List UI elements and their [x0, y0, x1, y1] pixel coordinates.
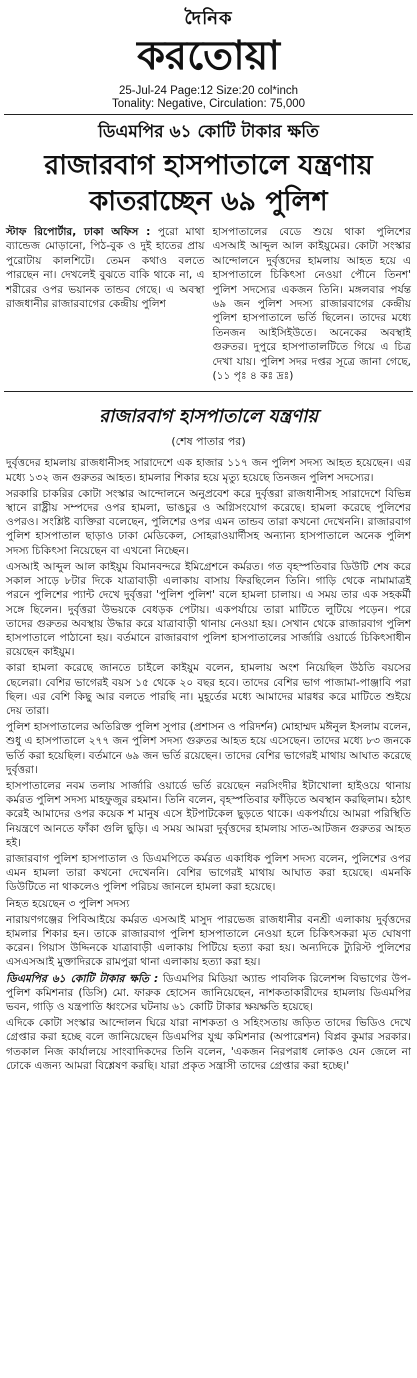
divider: [4, 114, 413, 115]
clipping-tonality-circulation: Tonality: Negative, Circulation: 75,000: [111, 98, 306, 110]
subheading: নিহত হয়েছেন ৩ পুলিশ সদস্য: [6, 897, 130, 910]
continuation-title: রাজারবাগ হাসপাতালে যন্ত্রণায়: [99, 406, 318, 428]
paragraph: রাজারবাগ পুলিশ হাসপাতাল ও ডিএমপিতে কর্মরত একাধিক পুলিশ সদস্য বলেন, পুলিশের ওপর এমন হামলা তারা কখনো দেখেননি। বেশির ভাগেরই মাথায় আঘাত করা হয়েছে। এমনকি ডিউটিতে না থাকলেও পুলিশ পরিচয় জানলে হামলা করা হয়েছে।: [6, 852, 411, 894]
article-kicker: ডিএমপির ৬১ কোটি টাকার ক্ষতি: [98, 122, 319, 142]
clipping-meta: [0, 85, 417, 111]
paragraph: পুলিশ হাসপাতালের অতিরিক্ত পুলিশ সুপার (প্রশাসন ও পরিদর্শন) মোহাম্মদ মঈনুল ইসলাম বলেন, শুধু এ হাসপাতালে ২৭৭ জন পুলিশ সদস্য গুরুতর আহত হয়ে এসেছেন। তাদের মধ্যে ৮৩ জনকে ভর্তি করা হয়েছিল। বর্তমানে ৬৯ জন ভর্তি রয়েছেন। তাদের বেশির ভাগেরই মাথায় আঘাত করেছে দুর্বৃত্তরা।: [6, 721, 411, 776]
newspaper-name-logo: করতোয়া: [137, 33, 280, 79]
continuation-body: [0, 456, 417, 1073]
paragraph: সরকারি চাকরির কোটা সংস্কার আন্দোলনে অনুপ্রবেশ করে দুর্বৃত্তরা রাজধানীসহ সারাদেশে বিভিন্ন স্থানে রাষ্ট্রীয় সম্পদের ওপর হামলা, ভাঙচুর ও অগ্নিসংযোগ করেছে। হামলা করেছে পুলিশের ওপরও। সংশ্লিষ্ট ব্যক্তিরা বলেছেন, পুলিশের ওপর এমন তান্ডব তারা কখনো দেখেননি। রাজারবাগ পুলিশ হাসপাতাল ছাড়াও ঢাকা মেডিকেল, সোহরাওয়ার্দীসহ অন্যান্য হাসপাতালে অনেক পুলিশ সদস্য চিকিৎসা নিয়েছেন বা এখনো নিচ্ছেন।: [6, 487, 411, 557]
newspaper-name-small: দৈনিক: [184, 8, 233, 29]
byline: স্টাফ রিপোর্টার, ঢাকা অফিস :: [6, 226, 151, 238]
continuation-subtitle: (শেষ পাতার পর): [171, 435, 246, 449]
paragraph-text: ডিএমপির মিডিয়া অ্যান্ড পাবলিক রিলেশন্স বিভাগের উপ-পুলিশ কমিশনার (ডিসি) মো. ফারুক হোসেন জানিয়েছেন, নাশকতাকারীদের হামলায় ডিএমপির ভবন, গাড়ি ও যন্ত্রপাতি ধ্বংসের ঘটনায় ৬১ কোটি টাকার ক্ষয়ক্ষতি হয়েছে।: [6, 972, 411, 1013]
paragraph: দুর্বৃত্তদের হামলায় রাজধানীসহ সারাদেশে এক হাজার ১১৭ জন পুলিশ সদস্য আহত হয়েছেন। এর মধ্যে ১৩২ জন গুরুতর আহত। হামলার শিকার হয়ে মৃত্যু হয়েছে তিনজন পুলিশ সদস্যের।: [6, 457, 411, 484]
paragraph-lead: ডিএমপির ৬১ কোটি টাকার ক্ষতি :: [6, 972, 159, 985]
headline-line-2: কাতরাচ্ছেন ৬৯ পুলিশ: [89, 186, 328, 217]
paragraph: হাসপাতালের নবম তলায় সার্জারি ওয়ার্ডে ভর্তি রয়েছেন নরসিংদীর ইটাখোলা হাইওয়ে থানায় কর্মরত পুলিশ সদস্য মাহফুজুর রহমান। তিনি বলেন, বৃহস্পতিবার ফাঁড়িতে অবস্থান করছিলাম। হঠাৎ করেই আমাদের ওপর কয়েক শ মানুষ এসে ইটপাটকেল ছুড়তে থাকে। একপর্যায়ে আমরা পরিস্থিতি নিয়ন্ত্রণে আনতে ফাঁকা গুলি ছুড়ি। এ সময় আমরা দুর্বৃত্তদের হামলায় সাত-আটজন গুরুতর আহত হই।: [6, 779, 411, 849]
article-column-2: [213, 225, 412, 383]
divider: [4, 391, 413, 392]
paragraph: [6, 972, 411, 1015]
masthead: [0, 0, 417, 77]
paragraph: এসআই আব্দুল আল কাইয়ুম বিমানবন্দরে ইমিগ্রেশনে কর্মরত। গত বৃহস্পতিবার ডিউটি শেষ করে সকাল সাড়ে ৮টার দিকে যাত্রাবাড়ী এলাকায় বাসায় ফিরছিলেন তিনি। গাড়ি থেকে নামামাত্রই পরনে পুলিশের প্যান্ট দেখে দুর্বৃত্তরা 'পুলিশ পুলিশ' বলে হামলা চালায়। এ সময় তার এক সহকর্মী সঙ্গে ছিলেন। দুর্বৃত্তরা উভয়কে বেধড়ক পেটায়। একপর্যায়ে তারা মাটিতে লুটিয়ে পড়েন। পরে তাদের গুরুতর অবস্থায় উদ্ধার করে যাত্রাবাড়ী থানায় নেওয়া হয়। সেখান থেকে রাজারবাগ পুলিশ হাসপাতালে পাঠানো হয়। বর্তমানে রাজারবাগ পুলিশ হাসপাতালের সার্জারি ওয়ার্ডে চিকিৎসাধীন রয়েছেন কাইয়ুম।: [6, 560, 411, 659]
paragraph: কারা হামলা করেছে জানতে চাইলে কাইয়ুম বলেন, হামলায় অংশ নিয়েছিল উঠতি বয়সের ছেলেরা। বেশির ভাগেরই বয়স ১৫ থেকে ২০ বছর হবে। তাদের বেশির ভাগ পাজামা-পাঞ্জাবি পরা ছিল। এর বেশি কিছু আর বলতে পারছি না। মুহূর্তের মধ্যে আমাদের মারধর করে মাটিতে শুইয়ে দেয় তারা।: [6, 662, 411, 717]
headline-line-1: রাজারবাগ হাসপাতালে যন্ত্রণায়: [44, 150, 373, 181]
column-1-text: পুরো মাথা ব্যান্ডেজ মোড়ানো, পিঠ-বুক ও দুই হাতের প্রায় পুরোটায় কালশিটে। তেমন কথাও বলতে পারছেন না। দেখলেই বুঝতে বাকি থাকে না, এ শরীরের ওপর ভয়ানক তান্ডব গেছে। এ অবস্থা রাজধানীর রাজারবাগের কেন্দ্রীয় পুলিশ: [6, 226, 205, 311]
paragraph: এদিকে কোটা সংস্কার আন্দোলন ঘিরে যারা নাশকতা ও সহিংসতায় জড়িত তাদের ভিডিও দেখে গ্রেপ্তার করা হচ্ছে বলে জানিয়েছেন ডিএমপির যুগ্ম কমিশনার (অপারেশন) বিপ্লব কুমার সরকার। গতকাল নিজ কার্যালয়ে সাংবাদিকদের তিনি বলেন, 'একজন নিরপরাধ লোকও যেন জেলে না ঢোকে এজন্য আমরা বিশ্লেষণ করছি। যারা প্রকৃত সন্ত্রাসী তাদের গ্রেপ্তার করা হচ্ছে।': [6, 1017, 411, 1072]
paragraph: নারায়ণগঞ্জের পিবিআইয়ে কর্মরত এসআই মাসুদ পারভেজ রাজধানীর বনশ্রী এলাকায় দুর্বৃত্তদের হামলার শিকার হন। তাকে রাজারবাগ পুলিশ হাসপাতালে নেওয়া হলে চিকিৎসকরা মৃত ঘোষণা করেন। গিয়াস উদ্দিনকে যাত্রাবাড়ী এলাকায় পিটিয়ে হত্যা করা হয়। অন্যদিকে ট্যুরিস্ট পুলিশের এসএসআই মুক্তাদিরকে রামপুরা থানা এলাকায় হত্যা করা হয়।: [6, 913, 411, 969]
article-column-1: [6, 225, 205, 383]
column-2-text: হাসপাতালের বেডে শুয়ে থাকা পুলিশের এসআই আব্দুল আল কাইয়ুমের। কোটা সংস্কার আন্দোলনে দুর্বৃত্তদের হামলায় আহত হয়ে এ হাসপাতালে চিকিৎসা নেওয়া পৌনে তিনশ' পুলিশ সদস্যের একজন তিনি। মঙ্গলবার পর্যন্ত ৬৯ জন পুলিশ সদস্য রাজারবাগের কেন্দ্রীয় পুলিশ হাসপাতালে ভর্তি ছিলেন। তাদের মধ্যে তিনজন আইসিইউতে। অনেকের অবস্থাই গুরুতর। দুপুরে হাসপাতালটিতে গিয়ে এ চিত্র দেখা যায়। পুলিশ সদর দপ্তর সূত্রে জানা গেছে,: [212, 226, 411, 368]
article-columns: [0, 225, 417, 383]
jump-reference: (১১ পৃঃ ৪ কঃ দ্রঃ): [212, 370, 294, 383]
clipping-date-page-size: 25-Jul-24 Page:12 Size:20 col*inch: [118, 85, 298, 97]
